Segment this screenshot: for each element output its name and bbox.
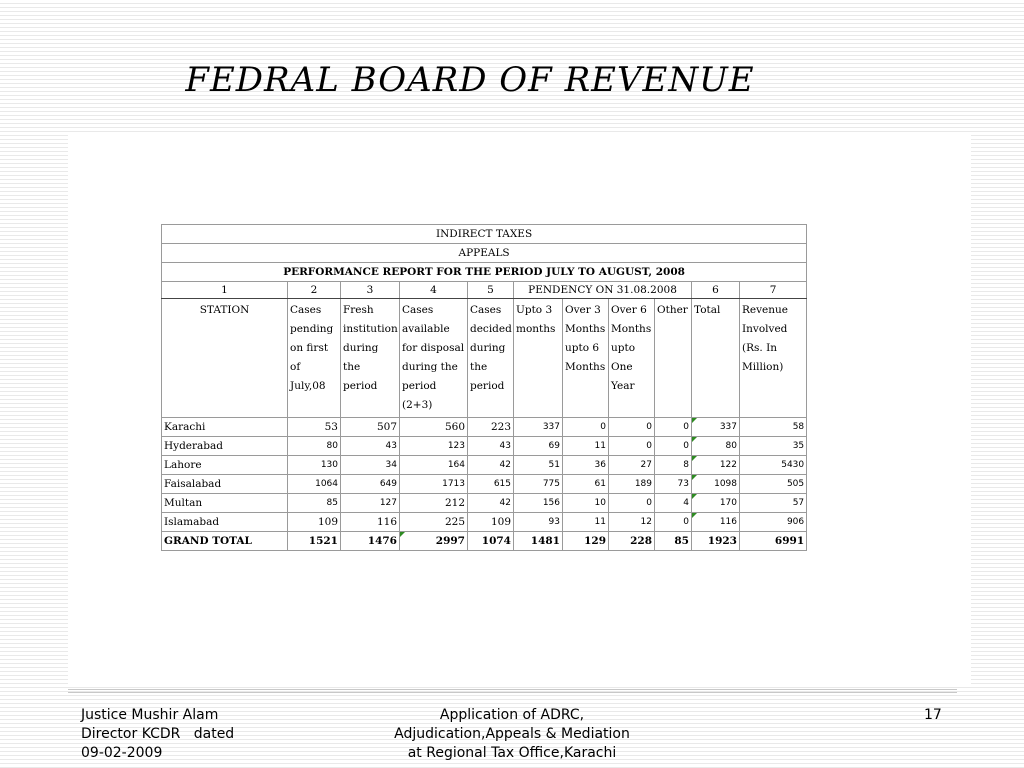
col-label-upto-3-months: Upto 3 months xyxy=(514,299,563,418)
station-name: Faisalabad xyxy=(162,475,288,494)
table-cell: 0 xyxy=(609,418,655,437)
footer-center-line: Adjudication,Appeals & Mediation xyxy=(394,726,630,742)
table-row xyxy=(162,456,807,475)
table-row xyxy=(162,475,807,494)
pendency-header: PENDENCY ON 31.08.2008 xyxy=(514,282,692,299)
col-number: 1 xyxy=(162,282,288,299)
table-cell: 0 xyxy=(609,494,655,513)
table-cell: 225 xyxy=(400,513,468,532)
table-cell: 27 xyxy=(609,456,655,475)
col-number: 3 xyxy=(341,282,400,299)
col-label-cases-decided: Cases decided during the period xyxy=(468,299,514,418)
table-cell: 1064 xyxy=(288,475,341,494)
station-name: Islamabad xyxy=(162,513,288,532)
table-cell: 122 xyxy=(692,456,740,475)
col-number: 5 xyxy=(468,282,514,299)
table-cell: 58 xyxy=(740,418,807,437)
table-cell: 615 xyxy=(468,475,514,494)
table-cell: 10 xyxy=(563,494,609,513)
table-cell: 189 xyxy=(609,475,655,494)
table-row xyxy=(162,418,807,437)
report-heading-indirect-taxes: INDIRECT TAXES xyxy=(162,225,807,244)
table-cell: 35 xyxy=(740,437,807,456)
table-cell: 93 xyxy=(514,513,563,532)
table-cell: 6991 xyxy=(740,532,807,551)
table-cell: 130 xyxy=(288,456,341,475)
table-cell: 170 xyxy=(692,494,740,513)
col-label-station: STATION xyxy=(162,299,288,418)
col-label-fresh-institution: Fresh institution during the period xyxy=(341,299,400,418)
table-cell: 560 xyxy=(400,418,468,437)
footer-author-line: Director KCDR dated xyxy=(81,726,235,742)
table-cell: 337 xyxy=(514,418,563,437)
table-cell: 8 xyxy=(655,456,692,475)
col-label-total: Total xyxy=(692,299,740,418)
table-cell: 11 xyxy=(563,513,609,532)
table-cell: 5430 xyxy=(740,456,807,475)
table-cell: 109 xyxy=(468,513,514,532)
footer-author xyxy=(81,706,234,763)
table-cell: 43 xyxy=(341,437,400,456)
station-name: Karachi xyxy=(162,418,288,437)
table-cell: 53 xyxy=(288,418,341,437)
col-label-over-3-months: Over 3 Months upto 6 Months xyxy=(563,299,609,418)
table-cell: 212 xyxy=(400,494,468,513)
footer-author-line: 09-02-2009 xyxy=(81,745,163,761)
table-cell: 649 xyxy=(341,475,400,494)
table-cell: 337 xyxy=(692,418,740,437)
table-cell: 85 xyxy=(288,494,341,513)
slide-title: FEDRAL BOARD OF REVENUE xyxy=(185,60,755,100)
table-cell: 906 xyxy=(740,513,807,532)
table-cell: 1923 xyxy=(692,532,740,551)
table-cell: 775 xyxy=(514,475,563,494)
report-heading-period: PERFORMANCE REPORT FOR THE PERIOD JULY TO AUGUST, 2008 xyxy=(162,263,807,282)
col-label-over-6-months: Over 6 Months upto One Year xyxy=(609,299,655,418)
table-cell: 85 xyxy=(655,532,692,551)
table-cell: 34 xyxy=(341,456,400,475)
table-cell: 42 xyxy=(468,456,514,475)
table-cell: 80 xyxy=(288,437,341,456)
column-label-row xyxy=(162,299,807,418)
table-cell: 123 xyxy=(400,437,468,456)
table-row xyxy=(162,494,807,513)
table-cell: 0 xyxy=(609,437,655,456)
station-name: Multan xyxy=(162,494,288,513)
table-cell: 43 xyxy=(468,437,514,456)
col-number: 4 xyxy=(400,282,468,299)
col-number: 6 xyxy=(692,282,740,299)
table-cell: 69 xyxy=(514,437,563,456)
table-cell: 51 xyxy=(514,456,563,475)
table-cell: 12 xyxy=(609,513,655,532)
table-cell: 505 xyxy=(740,475,807,494)
table-cell: 1074 xyxy=(468,532,514,551)
table-cell: 228 xyxy=(609,532,655,551)
report-heading-appeals: APPEALS xyxy=(162,244,807,263)
footer-divider xyxy=(68,689,957,693)
footer-center-line: at Regional Tax Office,Karachi xyxy=(407,745,617,761)
table-cell: 1713 xyxy=(400,475,468,494)
station-name: Hyderabad xyxy=(162,437,288,456)
col-number: 2 xyxy=(288,282,341,299)
table-cell: 1476 xyxy=(341,532,400,551)
table-cell: 109 xyxy=(288,513,341,532)
table-cell: 127 xyxy=(341,494,400,513)
table-cell: 2997 xyxy=(400,532,468,551)
table-cell: 42 xyxy=(468,494,514,513)
table-cell: 0 xyxy=(655,437,692,456)
performance-report-table xyxy=(161,224,807,551)
table-cell: 129 xyxy=(563,532,609,551)
table-cell: 1098 xyxy=(692,475,740,494)
grand-total-label: GRAND TOTAL xyxy=(162,532,288,551)
table-cell: 1481 xyxy=(514,532,563,551)
table-cell: 4 xyxy=(655,494,692,513)
table-cell: 80 xyxy=(692,437,740,456)
footer-center-line: Application of ADRC, xyxy=(439,707,585,723)
col-label-other: Other xyxy=(655,299,692,418)
table-cell: 11 xyxy=(563,437,609,456)
table-cell: 57 xyxy=(740,494,807,513)
table-cell: 0 xyxy=(563,418,609,437)
table-cell: 0 xyxy=(655,513,692,532)
table-cell: 156 xyxy=(514,494,563,513)
col-label-revenue: Revenue Involved (Rs. In Million) xyxy=(740,299,807,418)
table-cell: 116 xyxy=(692,513,740,532)
table-cell: 1521 xyxy=(288,532,341,551)
station-name: Lahore xyxy=(162,456,288,475)
table-cell: 61 xyxy=(563,475,609,494)
table-cell: 116 xyxy=(341,513,400,532)
footer-author-line: Justice Mushir Alam xyxy=(81,707,219,723)
footer-presentation-title xyxy=(360,706,664,763)
col-number: 7 xyxy=(740,282,807,299)
col-label-cases-pending: Cases pending on first of July,08 xyxy=(288,299,341,418)
column-number-row xyxy=(162,282,807,299)
table-cell: 223 xyxy=(468,418,514,437)
table-cell: 507 xyxy=(341,418,400,437)
table-cell: 36 xyxy=(563,456,609,475)
page-number: 17 xyxy=(924,707,942,723)
table-cell: 164 xyxy=(400,456,468,475)
table-cell: 73 xyxy=(655,475,692,494)
grand-total-row xyxy=(162,532,807,551)
col-label-cases-available: Cases available for disposal during the period (2+3) xyxy=(400,299,468,418)
table-cell: 0 xyxy=(655,418,692,437)
table-row xyxy=(162,513,807,532)
table-row xyxy=(162,437,807,456)
